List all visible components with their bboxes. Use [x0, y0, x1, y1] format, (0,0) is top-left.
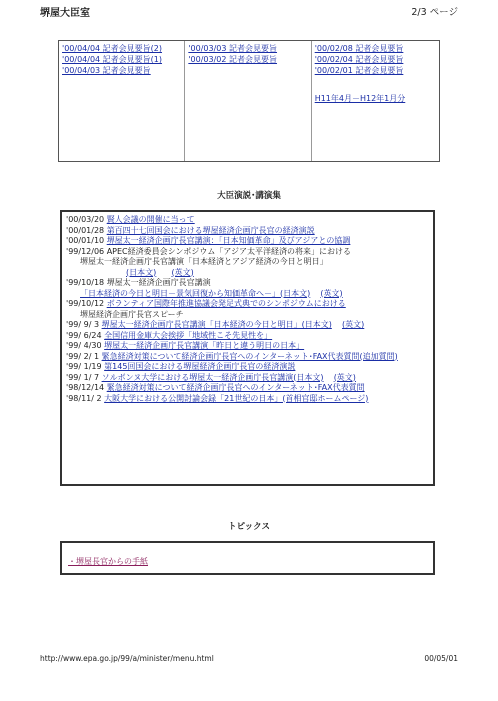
topic-link-letter[interactable]: ・堺屋長官からの手紙 [68, 557, 148, 566]
print-header-page-indicator: 2/3 ページ [411, 7, 458, 18]
speech-date: '00/01/28 [66, 225, 105, 235]
press-column-3 [312, 41, 439, 161]
speech-link[interactable]: 賢人会議の開催に当って [106, 215, 195, 224]
speech-date: '99/12/06 [66, 246, 105, 256]
speech-link-japanese[interactable]: ソルボンヌ大学における堺屋太一経済企画庁長官講演(日本文) [101, 372, 324, 382]
speech-date: '99/ 2/ 1 [66, 351, 100, 361]
speech-row [66, 331, 429, 342]
speech-row [66, 299, 429, 310]
speech-row [66, 278, 429, 289]
speech-text: 堺屋経済企画庁長官スピーチ [80, 309, 184, 319]
speech-row [66, 373, 429, 384]
speech-date: '99/ 6/24 [66, 330, 102, 340]
speech-link[interactable]: 第百四十七回国会における堺屋経済企画庁長官の経済演説 [106, 225, 315, 235]
speech-date: '99/ 1/19 [66, 362, 102, 371]
speech-row [66, 320, 429, 331]
speech-link[interactable]: 第145回国会における堺屋経済企画庁長官の経済演説 [104, 362, 296, 371]
press-column-2 [185, 41, 311, 161]
speech-text: APEC経済委員会シンポジウム「アジア太平洋経済の将来」における [106, 246, 352, 256]
speech-date: '00/01/10 [66, 236, 105, 245]
speech-link-english[interactable]: (英文) [333, 372, 356, 382]
speech-link-japanese[interactable]: (日本文) [126, 267, 157, 277]
topics-section-title: トピックス [227, 522, 271, 532]
speeches-list [60, 210, 435, 486]
speech-row [66, 394, 429, 405]
speech-row [66, 362, 429, 373]
speech-link[interactable]: 堺屋太一経済企画庁長官講演「昨日と違う明日の日本」 [104, 341, 305, 350]
speech-row [66, 352, 429, 363]
press-archive-link[interactable]: H11年4月－H12年1月分 [314, 94, 406, 103]
speech-row-continuation [66, 289, 429, 300]
speech-row-continuation [66, 310, 429, 321]
press-link[interactable]: '00/02/04 記者会見要旨 [314, 55, 404, 64]
print-footer-url: http://www.epa.go.jp/99/a/minister/menu.html [40, 654, 214, 663]
speech-row [66, 383, 429, 394]
speech-row [66, 341, 429, 352]
speech-row [66, 226, 429, 237]
press-link[interactable]: '00/03/03 記者会見要旨 [188, 44, 278, 53]
speech-link[interactable]: 堺屋太一経済企画庁長官講演：「日本知価革命」及びアジアとの協調 [106, 236, 351, 245]
press-link[interactable]: '00/04/04 記者会見要旨(1) [62, 55, 163, 64]
topics-list [60, 541, 435, 575]
speech-date: '99/ 1/ 7 [66, 372, 100, 382]
speech-date: '98/11/ 2 [66, 393, 102, 403]
speech-link[interactable]: 全国信用金庫大会挨拶「地域性こそ先見性を」 [104, 330, 273, 340]
speech-date: '99/10/12 [66, 299, 105, 308]
speech-link-english[interactable]: (英文) [320, 288, 343, 298]
speech-row [66, 247, 429, 258]
speech-date: '00/03/20 [66, 215, 105, 224]
speech-link[interactable]: 緊急経済対策について経済企画庁長官へのインターネット･FAX代表質問 [106, 383, 365, 392]
press-column-1 [59, 41, 185, 161]
press-link[interactable]: '00/04/03 記者会見要旨 [62, 66, 151, 75]
speech-link[interactable]: ボランティア国際年推進協議会発足式典でのシンポジウムにおける [106, 299, 346, 308]
speech-link-english[interactable]: (英文) [342, 320, 365, 329]
press-link[interactable]: '00/03/02 記者会見要旨 [188, 55, 278, 64]
speech-row [66, 215, 429, 226]
speeches-section-title: 大臣演説･講演集 [217, 191, 281, 201]
print-footer-date: 00/05/01 [424, 654, 458, 663]
speech-row-continuation [66, 257, 429, 268]
speech-row [66, 236, 429, 247]
press-link[interactable]: '00/02/01 記者会見要旨 [314, 66, 404, 75]
speech-date: '99/10/18 [66, 278, 105, 287]
speech-link-japanese[interactable]: 「日本経済の今日と明日－景気回復から知価革命へ－」(日本文) [80, 288, 311, 298]
press-link[interactable]: '00/04/04 記者会見要旨(2) [62, 44, 163, 53]
speech-date: '99/ 4/30 [66, 341, 102, 350]
speech-text: 堺屋太一経済企画庁長官講演 [106, 278, 211, 287]
print-header-title: 堺屋大臣室 [40, 8, 90, 19]
speech-link-english[interactable]: (英文) [171, 267, 194, 277]
speech-date: '98/12/14 [66, 383, 105, 392]
speech-text: 堺屋太一経済企画庁長官講演「日本経済とアジア経済の今日と明日」 [80, 257, 328, 266]
speech-link-japanese[interactable]: 堺屋太一経済企画庁長官講演「日本経済の今日と明日」(日本文) [101, 320, 332, 329]
speech-date: '99/ 9/ 3 [66, 320, 100, 329]
speech-link[interactable]: 緊急経済対策について経済企画庁長官へのインターネット･FAX代表質問(追加質問) [101, 351, 398, 361]
speech-link[interactable]: 大阪大学における公開討論会録「21世紀の日本」(首相官邸ホームページ) [104, 393, 369, 403]
speech-row-continuation [66, 268, 429, 279]
press-conference-table [58, 40, 440, 162]
press-link[interactable]: '00/02/08 記者会見要旨 [314, 44, 404, 53]
